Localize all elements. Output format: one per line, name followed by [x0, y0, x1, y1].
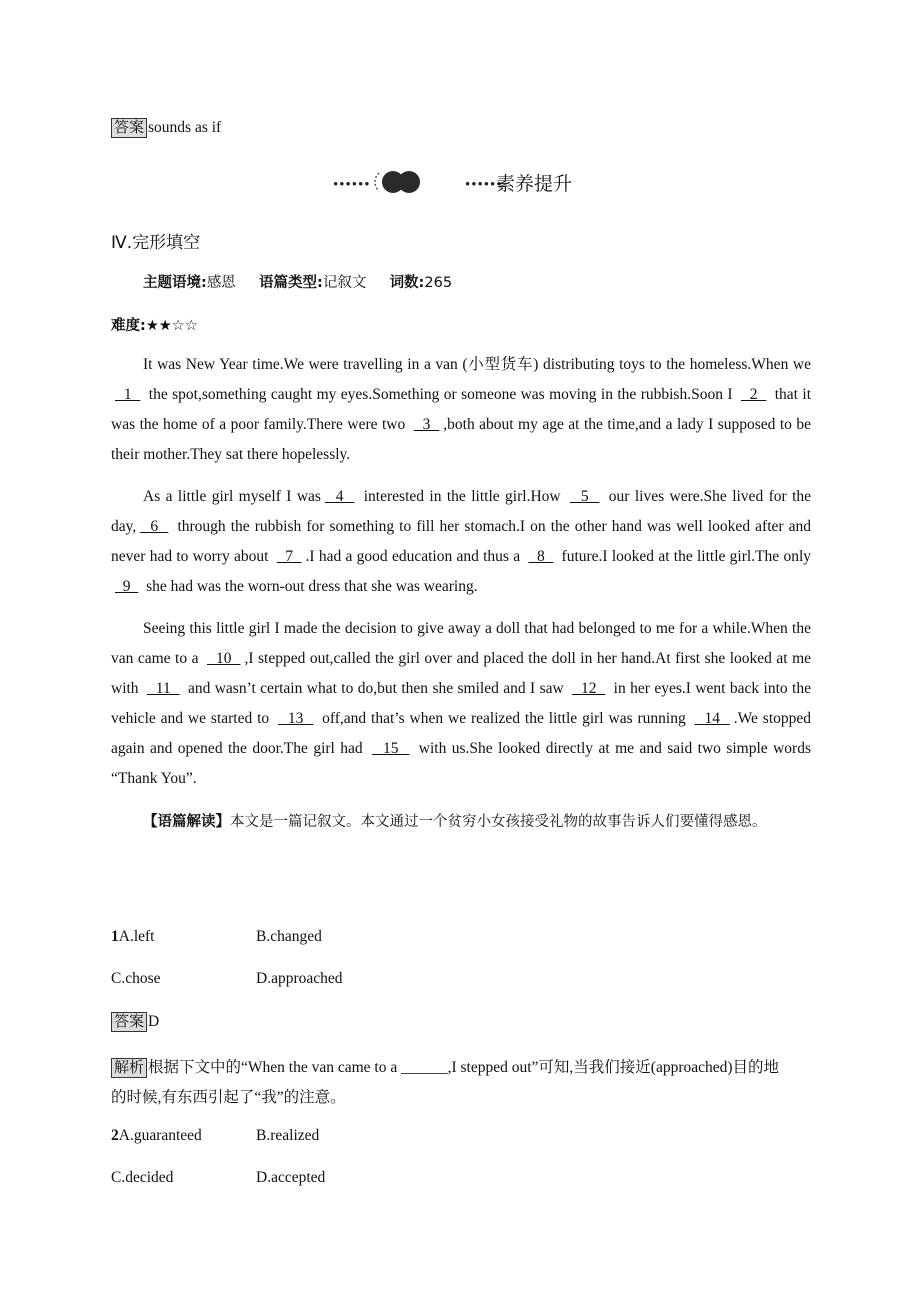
blank-12: 12 [572, 680, 606, 697]
question-1-option-c: C.chose [111, 970, 161, 987]
passage-paragraph-2 [111, 482, 811, 602]
answer-tag: 答案 [111, 118, 147, 138]
question-2-option-d: D.accepted [256, 1169, 326, 1186]
section-banner [333, 163, 633, 199]
blank-14: 14 [694, 710, 730, 727]
topic-value: 感恩 [206, 275, 236, 291]
text: our lives were.She lived for the day, [111, 488, 812, 535]
count-label: 词数: [389, 275, 425, 291]
analysis-text: 根据下文中的“When the van came to a ______,I stepped out”可知,当我们接近(approached)目的地 [148, 1059, 780, 1076]
text: As a little girl myself I was [143, 488, 321, 505]
question-1-answer [111, 1012, 159, 1032]
analysis-tag: 解析 [111, 1058, 147, 1078]
banner-title: 素养提升 [496, 173, 573, 195]
text: .We stopped again and opened the door.The girl had [111, 710, 812, 757]
blank-3: 3 [413, 416, 440, 433]
passage-meta [143, 271, 452, 292]
blank-9: 9 [115, 578, 139, 595]
text: Seeing this little girl I made the decision to give away a doll that had belonged to me for a while.When the van came to a [111, 620, 811, 667]
question-1-option-b: B.changed [256, 928, 322, 945]
difficulty-label: 难度: [111, 318, 146, 334]
option-text: A.guaranteed [118, 1127, 202, 1144]
banner-dots-left: •••••• [333, 177, 371, 193]
type-label: 语篇类型: [259, 275, 323, 291]
blank-10: 10 [206, 650, 241, 667]
text: she had was the worn-out dress that she was wearing. [142, 578, 478, 595]
option-text: A.left [118, 928, 155, 945]
question-2-number: 2 [111, 1127, 119, 1144]
text: .I had a good education and thus a [305, 548, 525, 565]
blank-5: 5 [570, 488, 600, 505]
blank-6: 6 [140, 518, 169, 535]
text: interested in the little girl.How [358, 488, 566, 505]
interpretation-text: 本文是一篇记叙文。本文通过一个贫穷小女孩接受礼物的故事告诉人们要懂得感恩。 [230, 814, 767, 830]
text: through the rubbish for something to fill her stomach.I on the other hand was well looked after and never had to worry about [111, 518, 812, 565]
question-1-analysis-cont: 的时候,有东西引起了“我”的注意。 [111, 1089, 346, 1106]
question-1-number: 1 [111, 928, 119, 945]
blank-13: 13 [278, 710, 314, 727]
text: with us.She looked directly at me and said two simple words “Thank You”. [111, 740, 811, 787]
question-1-option-a [111, 928, 154, 946]
question-2-option-c: C.decided [111, 1169, 174, 1186]
text: off,and that’s when we realized the little girl was running [317, 710, 691, 727]
text: in her eyes.I went back into the vehicle and we started to [111, 680, 811, 727]
answer-tag: 答案 [111, 1012, 147, 1032]
previous-answer [111, 118, 221, 138]
text: ,I stepped out,called the girl over and placed the doll in her hand.At first she looked at me with [111, 650, 812, 697]
blank-7: 7 [276, 548, 302, 565]
blank-8: 8 [528, 548, 554, 565]
blank-15: 15 [372, 740, 410, 757]
text: and wasn’t certain what to do,but then she smiled and I saw [183, 680, 569, 697]
question-1-analysis [111, 1055, 779, 1078]
topic-label: 主题语境: [143, 275, 207, 291]
blank-4: 4 [324, 488, 355, 505]
question-2-option-a [111, 1127, 202, 1145]
interpretation-label: 【语篇解读】 [143, 814, 230, 830]
banner-circles-icon [373, 169, 425, 195]
blank-1: 1 [115, 386, 141, 403]
question-2-option-b: B.realized [256, 1127, 320, 1144]
blank-11: 11 [146, 680, 180, 697]
passage-paragraph-1 [111, 350, 811, 470]
banner-dots-right: •••••• [465, 177, 503, 193]
difficulty-stars: ★★☆☆ [145, 318, 198, 334]
text: ,both about my age at the time,and a lady I supposed to be their mother.They sat there hopelessly. [111, 416, 812, 463]
answer-value: D [148, 1013, 160, 1030]
count-value: 265 [424, 275, 453, 291]
passage-paragraph-3 [111, 614, 811, 794]
text: the spot,something caught my eyes.Something or someone was moving in the rubbish.Soon I [144, 386, 737, 403]
question-1-option-d: D.approached [256, 970, 343, 987]
answer-text: sounds as if [148, 119, 222, 136]
text: that it was the home of a poor family.There were two [111, 386, 812, 433]
difficulty [111, 314, 198, 335]
passage-interpretation [111, 808, 811, 836]
section-title: Ⅳ.完形填空 [111, 233, 201, 253]
blank-2: 2 [740, 386, 767, 403]
type-value: 记叙文 [322, 275, 367, 291]
text: It was New Year time.We were travelling in a van (小型货车) distributing toys to the homeless.When we [143, 356, 811, 373]
text: future.I looked at the little girl.The only [557, 548, 812, 565]
